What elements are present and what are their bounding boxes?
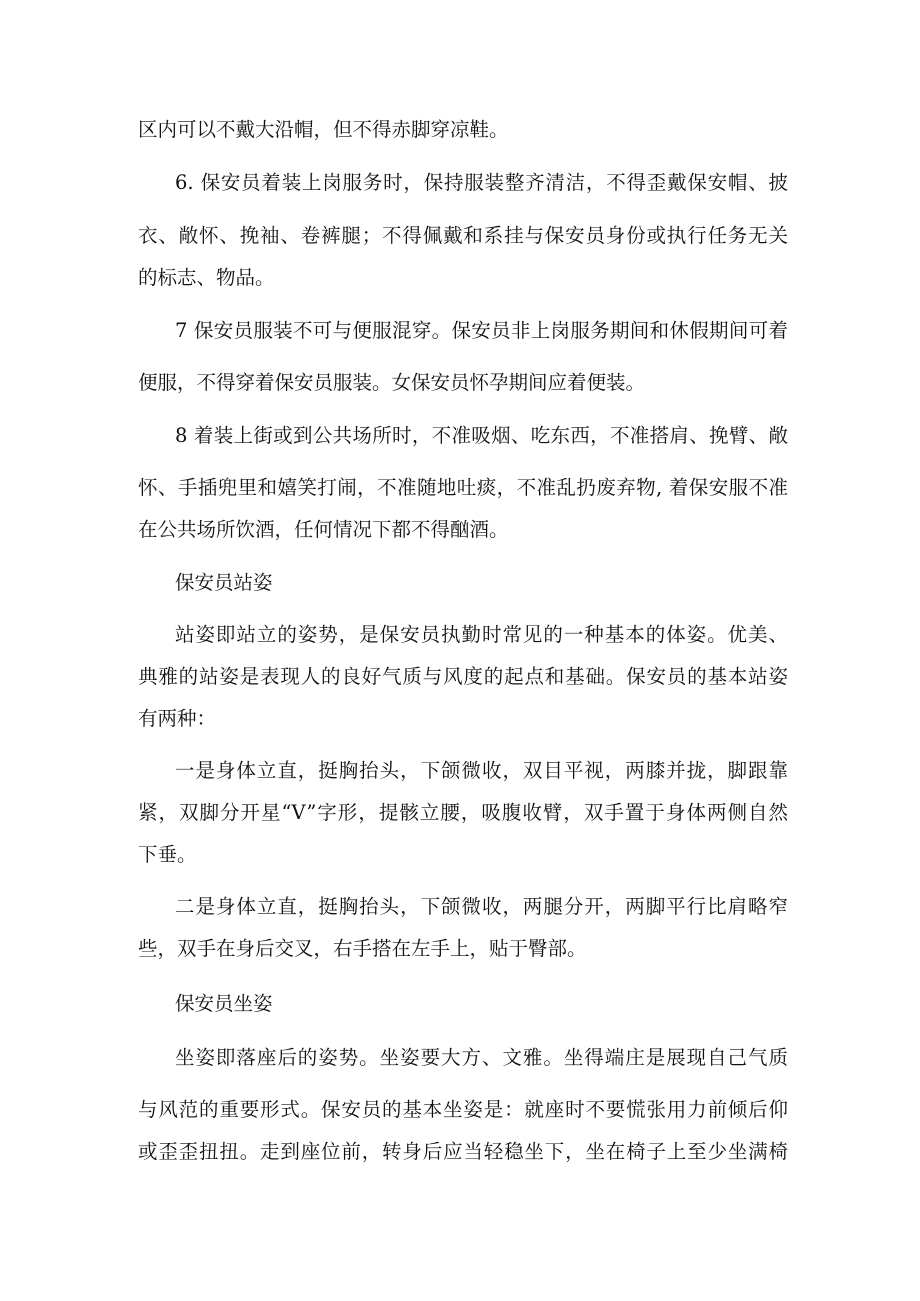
text-line: 紧，双脚分开星“V”字形，提骸立腰，吸腹收臂，双手置于身体两侧自然 — [138, 801, 788, 824]
text-line: 典雅的站姿是表现人的良好气质与风度的起点和基础。保安员的基本站姿 — [138, 665, 788, 688]
text-line: 区内可以不戴大沿帽，但不得赤脚穿凉鞋。 — [138, 118, 509, 141]
paragraph-line: 二是身体立直，挺胸抬头，下颌微收，两腿分开，两脚平行比肩略窄 — [175, 895, 788, 918]
paragraph-line: 一是身体立直，挺胸抬头，下颌微收，双目平视，两膝并拢，脚跟靠 — [175, 759, 788, 782]
text-line: 有两种： — [138, 707, 217, 730]
paragraph-item-6-line: 6. 保安员着装上岗服务时，保持服装整齐清洁，不得歪戴保安帽、披 — [175, 171, 788, 194]
text-line: 或歪歪扭扭。走到座位前，转身后应当轻稳坐下，坐在椅子上至少坐满椅 — [138, 1140, 788, 1163]
paragraph-item-7-line: 7 保安员服装不可与便服混穿。保安员非上岗服务期间和休假期间可着 — [175, 319, 788, 342]
text-line: 与风范的重要形式。保安员的基本坐姿是：就座时不要慌张用力前倾后仰 — [138, 1098, 788, 1121]
text-line: 在公共场所饮酒，任何情况下都不得酗酒。 — [138, 518, 509, 541]
text-line: 下垂。 — [138, 843, 197, 866]
text-line: 便服，不得穿着保安员服装。女保安员怀孕期间应着便装。 — [138, 371, 646, 394]
text-line: 怀、手插兜里和嬉笑打闹，不准随地吐痰，不准乱扔废弃物, 着保安服不准 — [138, 476, 788, 499]
paragraph-line: 站姿即站立的姿势，是保安员执勤时常见的一种基本的体姿。优美、 — [175, 623, 788, 646]
paragraph-item-8-line: 8 着装上街或到公共场所时，不准吸烟、吃东西，不准搭肩、挽臂、敞 — [175, 424, 788, 447]
text-line: 些，双手在身后交叉，右手搭在左手上，贴于臀部。 — [138, 937, 587, 960]
section-heading-standing-posture: 保安员站姿 — [175, 571, 273, 594]
section-heading-sitting-posture: 保安员坐姿 — [175, 992, 273, 1015]
text-line: 衣、敞怀、挽袖、卷裤腿；不得佩戴和系挂与保安员身份或执行任务无关 — [138, 224, 788, 247]
paragraph-line: 坐姿即落座后的姿势。坐姿要大方、文雅。坐得端庄是展现自己气质 — [175, 1046, 788, 1069]
text-line: 的标志、物品。 — [138, 266, 275, 289]
